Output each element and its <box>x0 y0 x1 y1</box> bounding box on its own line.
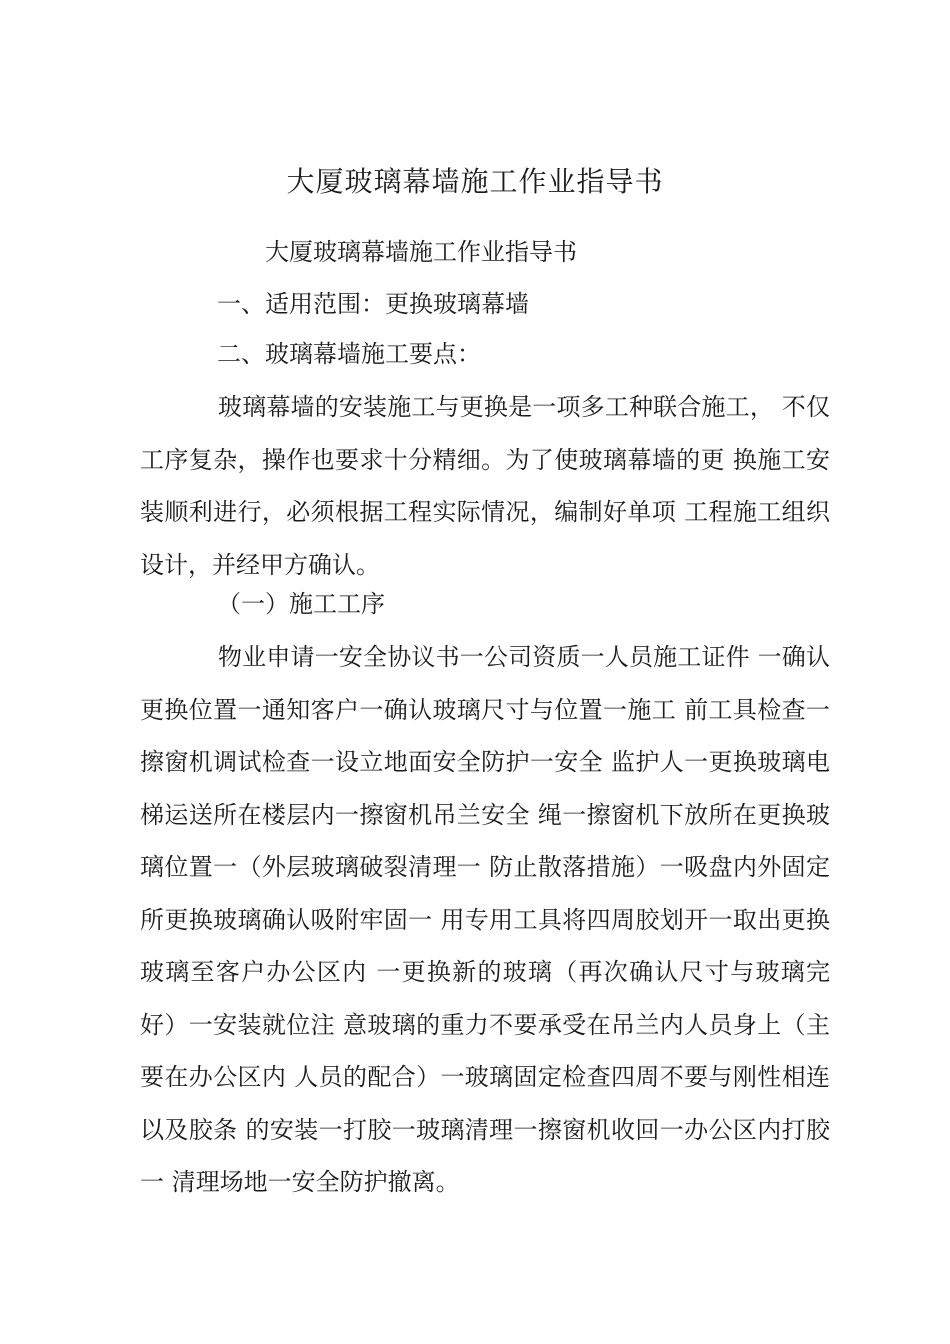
document-subtitle: 大厦玻璃幕墙施工作业指导书 <box>265 238 577 266</box>
subsection-heading-procedure: （一）施工工序 <box>217 590 385 618</box>
paragraph-intro: 玻璃幕墙的安装施工与更换是一项多工种联合施工， 不仅工序复杂，操作也要求十分精细。为了使玻璃幕墙的更 换施工安装顺利进行，必须根据工程实际情况，编制好单项 工程施工组织设计，并经甲方确认。 <box>140 393 830 579</box>
section-heading-scope: 一、适用范围：更换玻璃幕墙 <box>217 290 529 318</box>
section-heading-key-points: 二、玻璃幕墙施工要点： <box>217 340 481 368</box>
document-title: 大厦玻璃幕墙施工作业指导书 <box>286 165 664 198</box>
paragraph-procedure: 物业申请一安全协议书一公司资质一人员施工证件 一确认更换位置一通知客户一确认玻璃尺寸与位置一施工 前工具检查一擦窗机调试检查一设立地面安全防护一安全 监护人一更换玻璃电梯运送所在楼层内一擦窗机吊兰安全 绳一擦窗机下放所在更换玻璃位置一（外层玻璃破裂清理一 防止散落措施）一吸盘内外固定所更换玻璃确认吸附牢固一 用专用工具将四周胶划开一取出更换玻璃至客户办公区内 一更换新的玻璃（再次确认尺寸与玻璃完好）一安装就位注 意玻璃的重力不要承受在吊兰内人员身上（主要在办公区内 人员的配合）一玻璃固定检查四周不要与刚性相连以及胶条 的安装一打胶一玻璃清理一擦窗机收回一办公区内打胶一 清理场地一安全防护撤离。 <box>140 643 830 1196</box>
